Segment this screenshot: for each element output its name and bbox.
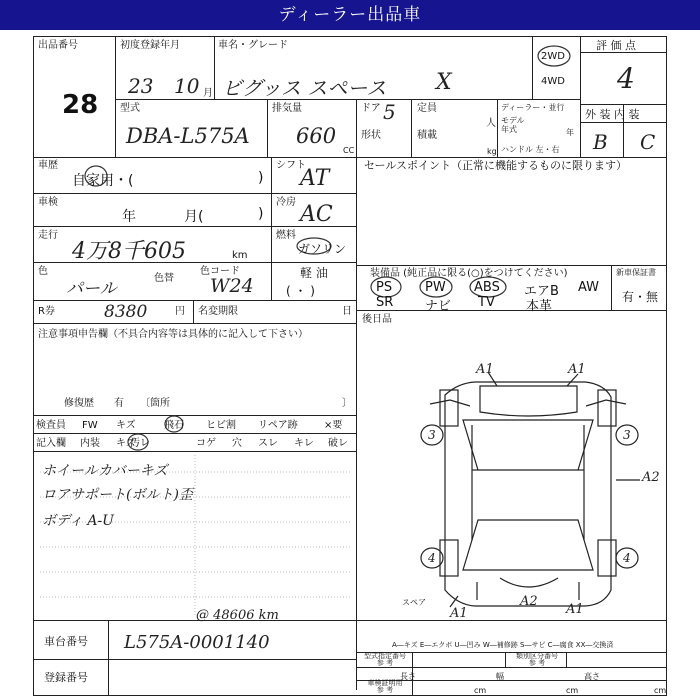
diag-a1-front-right: A1	[568, 362, 586, 377]
equip-leather: 本革	[526, 299, 553, 314]
chassis-label: 車台番号	[44, 635, 88, 648]
shape-label: 形状	[361, 130, 381, 141]
deadline-label: 名変期限	[198, 306, 238, 317]
load-label: 積載	[417, 130, 437, 141]
insp-burn: コゲ	[196, 438, 216, 449]
insp-interior: 内装	[80, 438, 100, 449]
color-value: パール	[66, 279, 117, 299]
capacity-unit: 人	[486, 118, 496, 129]
odometer-note: @ 48606 km	[196, 608, 279, 623]
car-grade: X	[436, 70, 452, 95]
equip-tv: TV	[478, 295, 495, 310]
fuel-gasoline: ガソリン	[298, 242, 347, 256]
inspection-month: 月(	[184, 209, 204, 225]
fuel-label: 燃料	[276, 230, 296, 241]
notes-label: 注意事項申告欄（不具合内容等は具体的に記入して下さい）	[38, 329, 308, 340]
warranty-options: 有・無	[622, 290, 659, 304]
history-label: 車歴	[38, 160, 58, 171]
color-change-label: 色替	[154, 273, 174, 284]
dealer-model-year: モデル 年式	[501, 116, 525, 134]
insp-repair-mark: リペア跡	[258, 420, 298, 431]
insp-fw: FW	[82, 420, 98, 431]
diag-spare: スペア	[402, 598, 426, 607]
drive-4wd: 4WD	[541, 76, 565, 87]
diag-4-right: 4	[623, 551, 631, 565]
deadline-day: 日	[342, 306, 352, 317]
type-no-label: 型式指定番号 参 考	[364, 652, 406, 667]
diag-a2-right: A2	[642, 470, 660, 485]
equip-aw: AW	[578, 280, 600, 295]
model-value: DBA-L575A	[126, 124, 250, 148]
width-label: 幅	[496, 672, 504, 681]
diag-a2-rear: A2	[520, 594, 538, 609]
r-ticket-unit: 円	[175, 306, 185, 317]
score-value: 4	[617, 62, 635, 95]
rear-seat-label: 後日品	[362, 314, 392, 325]
sales-point-label: セールスポイント（正常に機能するものに限ります）	[364, 159, 628, 172]
insp-crack: ヒビ割	[206, 420, 236, 431]
lot-number: 28	[62, 90, 99, 120]
history-value: 自家用・(	[72, 173, 134, 189]
capacity-label: 定員	[417, 103, 437, 114]
insp-scratch: キズ	[116, 420, 136, 431]
displacement-unit: CC	[343, 146, 355, 155]
inspection-close: )	[258, 206, 264, 222]
equipment-label: 装備品 (純正品に限る(○)をつけてください)	[370, 268, 568, 279]
fuel-diesel: 軽 油	[300, 266, 328, 280]
remark-3: ボディ A-U	[42, 513, 114, 529]
equip-abs: ABS	[474, 280, 500, 295]
inspector-label: 検査員	[36, 420, 66, 431]
insp-need: ×要	[324, 420, 343, 431]
equip-ps: PS	[376, 280, 393, 295]
banner-title: ディーラー出品車	[0, 0, 700, 30]
class-no-label: 類別区分番号 参 考	[516, 652, 558, 667]
doors-label: ドア	[361, 103, 381, 114]
diag-3-right: 3	[623, 428, 631, 442]
inspection-year: 年	[122, 209, 136, 225]
fuel-paren: ( ・ )	[286, 284, 315, 298]
inspection-label: 車検	[38, 197, 58, 208]
damage-legend: A―キズ E―エクボ U―凹み W―補修跡 S―サビ C―腐食 XX―交換済	[392, 641, 614, 649]
doors-value: 5	[383, 100, 396, 124]
remark-2: ロアサポート(ボルト)歪	[42, 487, 193, 503]
height-unit: cm	[654, 686, 667, 695]
insp-cut: キレ	[294, 438, 314, 449]
displacement-value: 660	[296, 124, 337, 148]
load-unit: kg	[487, 147, 497, 156]
repair-label: 修復歴	[64, 398, 94, 409]
width-unit: cm	[566, 686, 579, 695]
diag-4-left: 4	[428, 551, 436, 565]
r-ticket-value: 8380	[104, 302, 148, 322]
car-diagram	[421, 372, 640, 607]
diag-a1-front-left: A1	[476, 362, 494, 377]
color-label: 色	[38, 266, 48, 277]
repair-location: 〔箇所	[140, 398, 170, 409]
insp-rub: スレ	[258, 438, 278, 449]
equip-pw: PW	[425, 280, 446, 295]
repair-yes: 有	[114, 398, 124, 409]
r-ticket-label: R券	[38, 306, 55, 317]
dealer-handle: ハンドル 左・右	[501, 145, 560, 154]
model-label: 型式	[120, 103, 140, 114]
exterior-value: B	[593, 130, 608, 154]
lot-label: 出品番号	[38, 40, 78, 51]
height-label: 高さ	[584, 672, 600, 681]
registration-label: 登録番号	[44, 671, 88, 684]
first-reg-month-unit: 月	[203, 88, 213, 99]
dealer-year-unit: 年	[566, 128, 574, 137]
score-label: 評 価 点	[596, 39, 636, 52]
equip-navi: ナビ	[425, 299, 452, 314]
history-close: )	[258, 170, 264, 186]
car-name-label: 車名・グレード	[218, 40, 288, 51]
color-code-value: W24	[210, 275, 254, 297]
diag-a1-rear-left: A1	[450, 606, 468, 621]
insp-stone: 飛石	[164, 420, 184, 431]
remark-1: ホイールカバーキズ	[42, 463, 168, 479]
mileage-unit: km	[232, 250, 248, 261]
shift-value: AT	[300, 166, 330, 191]
inspector-fill-label: 記入欄	[36, 438, 66, 449]
dealer-label: ディーラー・並行	[501, 103, 565, 112]
insp-tear: 破レ	[328, 438, 348, 449]
displacement-label: 排気量	[272, 103, 302, 114]
diag-3-left: 3	[428, 428, 436, 442]
insp-int-scratch: キズ	[116, 438, 136, 449]
diag-a1-rear-right: A1	[566, 602, 584, 617]
length-unit: cm	[474, 686, 487, 695]
insp-hole: 穴	[232, 438, 242, 449]
chassis-value: L575A-0001140	[124, 632, 270, 653]
first-reg-month: 10	[174, 74, 200, 98]
ac-label: 冷房	[276, 197, 296, 208]
insp-stain: 汚レ	[130, 438, 150, 449]
mileage-value: 4万8千605	[72, 239, 186, 264]
length-label: 長さ	[400, 672, 416, 681]
equip-airbag: エアB	[524, 284, 559, 299]
first-reg-year: 23	[128, 74, 154, 98]
color-code-label: 色コード	[200, 266, 240, 277]
ext-int-label: 外 装 内 装	[585, 108, 640, 121]
interior-value: C	[640, 130, 656, 154]
mileage-label: 走行	[38, 230, 58, 241]
equip-sr: SR	[376, 295, 394, 310]
warranty-label: 新車保証書	[616, 268, 656, 277]
first-reg-label: 初度登録年月	[120, 40, 180, 51]
shift-label: シフト	[276, 160, 306, 171]
drive-2wd: 2WD	[541, 51, 565, 62]
repair-close: 〕	[342, 398, 352, 409]
cert-label: 車検証明用 参 考	[367, 679, 403, 694]
car-name: ビグッス スペース	[222, 76, 387, 100]
ac-value: AC	[300, 202, 333, 227]
